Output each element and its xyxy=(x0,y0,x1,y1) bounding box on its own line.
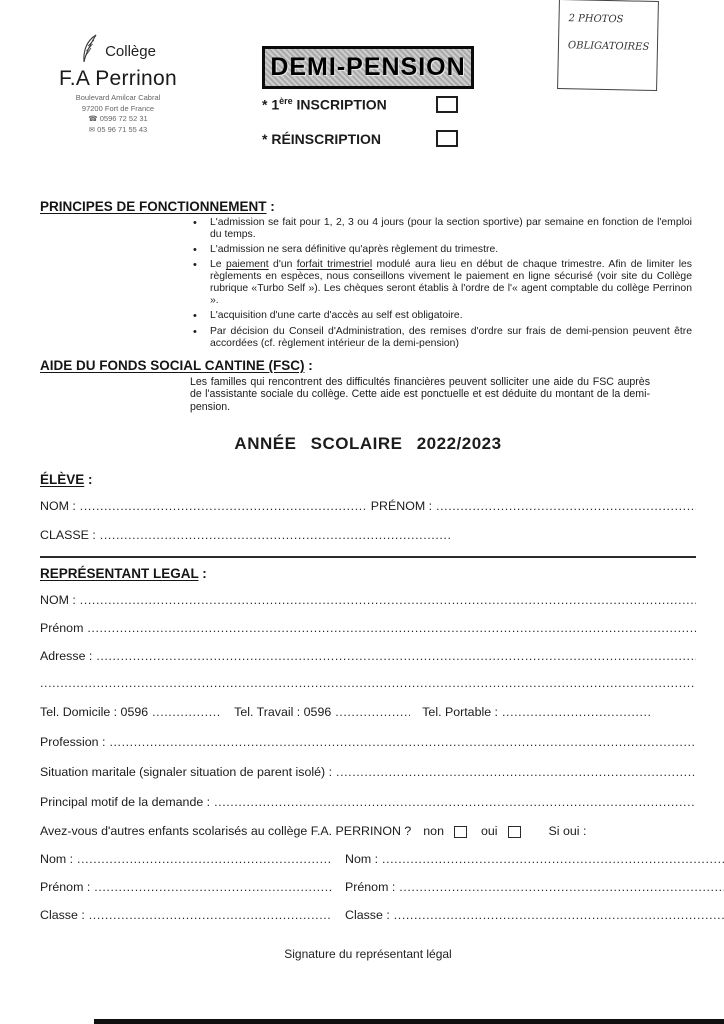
guardian-phones-row xyxy=(40,705,696,720)
student-section-heading: ÉLÈVE : xyxy=(40,471,93,487)
fax-number: 05 96 71 55 43 xyxy=(97,124,148,134)
child2-firstname-label: Prénom : xyxy=(345,880,396,895)
phone-home-label: Tel. Domicile : 0596 xyxy=(40,704,149,719)
principle-item-2: • L'admission ne sera définitive qu'après règlement du trimestre. xyxy=(190,244,692,256)
first-inscription-option xyxy=(262,96,458,113)
child1-lastname-fill-line xyxy=(77,852,332,867)
child2-class-label: Classe : xyxy=(345,908,390,923)
student-firstname-label: PRÉNOM : xyxy=(370,498,433,513)
principles-heading: PRINCIPES DE FONCTIONNEMENT : xyxy=(40,199,275,214)
yes-checkbox[interactable] xyxy=(508,826,521,838)
child1-firstname-field xyxy=(40,880,332,895)
form-header xyxy=(40,0,696,196)
form-title: DEMI-PENSION xyxy=(262,46,474,89)
school-type: Collège xyxy=(105,43,156,60)
if-yes-label: Si oui : xyxy=(548,824,587,839)
phone-mobile-label: Tel. Portable : xyxy=(422,704,498,719)
photos-line-1: 2 PHOTOS xyxy=(568,13,624,26)
guardian-firstname-row xyxy=(40,621,696,636)
child2-class-fill-line xyxy=(394,908,724,923)
phone-line xyxy=(40,114,196,125)
child1-lastname-label: Nom : xyxy=(40,852,74,867)
student-class-fill-line xyxy=(100,528,450,543)
reinscription-label: * RÉINSCRIPTION xyxy=(262,130,382,147)
request-reason-label: Principal motif de la demande : xyxy=(40,794,211,809)
student-firstname-fill-line xyxy=(436,499,696,514)
child1-lastname-field xyxy=(40,852,332,867)
other-children-row xyxy=(40,824,696,839)
child2-lastname-label: Nom : xyxy=(345,852,379,867)
scan-artifact-strip xyxy=(94,1019,724,1024)
request-reason-row xyxy=(40,795,696,810)
photos-required-box xyxy=(557,0,659,91)
marital-status-fill-line xyxy=(336,765,696,780)
principle-item-3: • Le paiement d'un forfait trimestriel modulé aura lieu en début de chaque trimestre. Afin de limiter les règlements en espèces, nous conseillons vivement le paiement en ligne sécurisé (voir site du Collège rubrique «Turbo Self »). Les chèques seront établis à l'ordre de l'« agent comptable du collège Perrinon ». xyxy=(190,259,692,307)
address-line-1: Boulevard Amilcar Cabral xyxy=(75,93,161,102)
no-label: non xyxy=(423,824,444,839)
reinscription-option xyxy=(262,130,458,147)
principles-list xyxy=(190,217,692,350)
student-name-row xyxy=(40,499,696,514)
guardian-firstname-label: Prénom xyxy=(40,621,84,636)
guardian-profession-row xyxy=(40,735,696,750)
guardian-section-heading: REPRÉSENTANT LEGAL : xyxy=(40,566,207,582)
principle-item-1: • L'admission se fait pour 1, 2, 3 ou 4 jours (pour la section sportive) par semaine en fonction de l'emploi du temps. xyxy=(190,217,692,241)
fax-line xyxy=(40,125,196,136)
child-lastname-row xyxy=(40,852,696,867)
fax-icon: ✉ xyxy=(88,124,96,134)
child-firstname-row xyxy=(40,880,696,895)
photos-line-2: OBLIGATOIRES xyxy=(567,40,650,53)
profession-label: Profession : xyxy=(40,734,106,749)
first-inscription-checkbox[interactable] xyxy=(436,96,458,113)
child1-class-fill-line xyxy=(89,908,332,923)
guardian-address-label: Adresse : xyxy=(40,649,93,664)
fsc-paragraph: Les familles qui rencontrent des difficultés financières peuvent solliciter une aide du FSC auprès de l'assistante sociale du collège. Cette aide est ponctuelle et est déduite du montant de la demi-pension. xyxy=(190,375,650,414)
address-line-2: 97200 Fort de France xyxy=(81,103,155,113)
reinscription-checkbox[interactable] xyxy=(436,130,458,147)
school-year-title: ANNÉE SCOLAIRE 2022/2023 xyxy=(234,433,502,453)
other-children-question: Avez-vous d'autres enfants scolarisés au collège F.A. PERRINON ? xyxy=(40,824,412,839)
phone-icon: ☎ xyxy=(88,114,98,123)
first-inscription-label: * 1ère INSCRIPTION xyxy=(262,96,387,113)
yes-label: oui xyxy=(480,824,498,839)
school-address xyxy=(40,93,196,135)
guardian-address-continuation-row xyxy=(40,676,696,691)
signature-label: Signature du représentant légal xyxy=(284,946,452,961)
student-lastname-fill-line xyxy=(80,499,365,514)
child2-lastname-field xyxy=(345,852,724,867)
guardian-lastname-fill-line xyxy=(80,593,696,608)
principle-item-5: • Par décision du Conseil d'Administration, des remises d'ordre sur frais de demi-pension peuvent être accordées (cf. règlement intérieur de la demi-pension) xyxy=(190,326,692,350)
phone-mobile-fill-line xyxy=(502,705,652,720)
child2-firstname-field xyxy=(345,880,724,895)
child1-class-label: Classe : xyxy=(40,908,85,923)
child2-firstname-fill-line xyxy=(399,880,724,895)
student-class-row xyxy=(40,528,696,543)
marital-status-row xyxy=(40,765,696,780)
child1-firstname-label: Prénom : xyxy=(40,880,91,895)
no-checkbox[interactable] xyxy=(454,826,467,838)
child1-firstname-fill-line xyxy=(94,880,332,895)
guardian-lastname-label: NOM : xyxy=(40,593,76,608)
phone-number: 0596 72 52 31 xyxy=(99,114,148,123)
student-lastname-label: NOM : xyxy=(40,498,76,513)
school-name: F.A Perrinon xyxy=(59,67,177,90)
school-logo xyxy=(40,34,196,135)
guardian-address-fill-line xyxy=(96,649,696,664)
feather-icon xyxy=(80,34,100,69)
phone-work-fill-line xyxy=(335,705,410,720)
guardian-address-row xyxy=(40,649,696,664)
marital-status-label: Situation maritale (signaler situation de parent isolé) : xyxy=(40,764,333,779)
guardian-address-fill-line-2 xyxy=(40,676,696,691)
profession-fill-line xyxy=(109,735,696,750)
child2-class-field xyxy=(345,908,724,923)
child2-lastname-fill-line xyxy=(382,852,724,867)
child-class-row xyxy=(40,908,696,923)
student-class-label: CLASSE : xyxy=(40,527,96,542)
request-reason-fill-line xyxy=(214,795,696,810)
section-divider xyxy=(40,556,696,558)
child1-class-field xyxy=(40,908,332,923)
guardian-lastname-row xyxy=(40,593,696,608)
fsc-heading: AIDE DU FONDS SOCIAL CANTINE (FSC) : xyxy=(40,357,313,373)
phone-work-label: Tel. Travail : 0596 xyxy=(234,704,332,719)
phone-home-fill-line xyxy=(152,705,222,720)
guardian-firstname-fill-line xyxy=(87,621,696,636)
principle-item-4: • L'acquisition d'une carte d'accès au self est obligatoire. xyxy=(190,310,692,322)
